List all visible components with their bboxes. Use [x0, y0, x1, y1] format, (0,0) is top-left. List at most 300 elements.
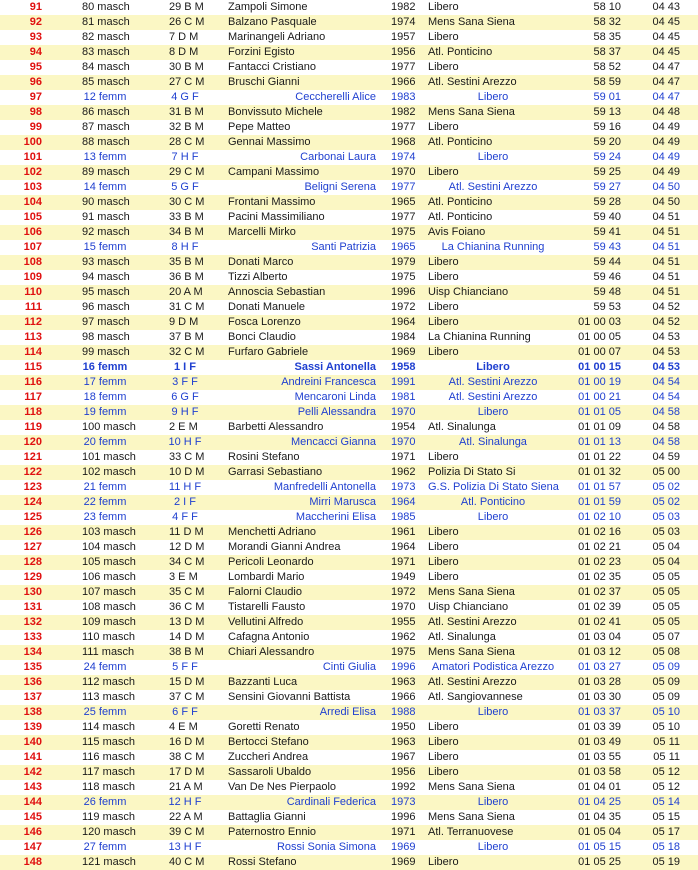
category-position-cell: 14 D M: [169, 631, 205, 643]
pace-cell: 05 05: [652, 601, 680, 613]
position-cell: 121: [23, 451, 42, 463]
pace-cell: 05 18: [652, 841, 680, 853]
table-row: [0, 750, 698, 765]
birth-year-cell: 1996: [391, 661, 416, 673]
club-cell: Libero: [428, 31, 459, 43]
pace-cell: 05 11: [653, 751, 680, 763]
finish-time-cell: 01 00 21: [578, 391, 621, 403]
position-cell: 148: [23, 856, 42, 868]
category-position-cell: 5 G F: [171, 181, 199, 193]
finish-time-cell: 59 13: [593, 106, 621, 118]
table-row: [0, 390, 698, 405]
club-cell: Atl. Terranuovese: [428, 826, 514, 838]
position-cell: 97: [29, 91, 42, 103]
table-row: [0, 210, 698, 225]
position-cell: 95: [29, 61, 42, 73]
pace-cell: 05 05: [652, 586, 680, 598]
position-cell: 128: [23, 556, 42, 568]
position-cell: 144: [23, 796, 42, 808]
position-cell: 139: [23, 721, 42, 733]
athlete-name-cell: Cinti Giulia: [322, 661, 376, 673]
position-cell: 140: [23, 736, 42, 748]
birth-year-cell: 1955: [391, 616, 416, 628]
category-count-cell: 98 masch: [82, 331, 130, 343]
athlete-name-cell: Frontani Massimo: [228, 196, 316, 208]
table-row: [0, 660, 698, 675]
birth-year-cell: 1996: [391, 811, 416, 823]
athlete-name-cell: Mencacci Gianna: [291, 436, 376, 448]
finish-time-cell: 01 02 35: [578, 571, 621, 583]
athlete-name-cell: Carbonai Laura: [300, 151, 376, 163]
pace-cell: 04 47: [652, 61, 680, 73]
category-count-cell: 81 masch: [82, 16, 130, 28]
table-row: [0, 105, 698, 120]
finish-time-cell: 01 05 04: [578, 826, 621, 838]
category-count-cell: 25 femm: [83, 706, 127, 718]
table-row: [0, 855, 698, 870]
birth-year-cell: 1977: [391, 61, 416, 73]
category-count-cell: 83 masch: [82, 46, 130, 58]
pace-cell: 05 07: [652, 631, 680, 643]
birth-year-cell: 1974: [391, 16, 416, 28]
birth-year-cell: 1954: [391, 421, 416, 433]
finish-time-cell: 01 03 04: [578, 631, 621, 643]
pace-cell: 04 51: [652, 286, 680, 298]
club-cell: Libero: [477, 511, 509, 523]
pace-cell: 04 50: [652, 181, 680, 193]
category-count-cell: 85 masch: [82, 76, 130, 88]
finish-time-cell: 01 02 10: [578, 511, 621, 523]
pace-cell: 05 03: [652, 511, 680, 523]
finish-time-cell: 59 40: [593, 211, 621, 223]
athlete-name-cell: Marcelli Mirko: [228, 226, 296, 238]
table-row: [0, 510, 698, 525]
finish-time-cell: 01 03 27: [578, 661, 621, 673]
club-cell: Atl. Ponticino: [428, 136, 493, 148]
category-position-cell: 36 B M: [169, 271, 204, 283]
pace-cell: 04 51: [652, 211, 680, 223]
athlete-name-cell: Sassaroli Ubaldo: [228, 766, 312, 778]
birth-year-cell: 1958: [391, 361, 416, 373]
category-position-cell: 36 C M: [169, 601, 205, 613]
finish-time-cell: 59 28: [593, 196, 621, 208]
category-count-cell: 12 femm: [83, 91, 127, 103]
position-cell: 127: [23, 541, 42, 553]
category-position-cell: 4 E M: [169, 721, 198, 733]
position-cell: 110: [24, 286, 42, 298]
club-cell: Atl. Sangiovannese: [428, 691, 523, 703]
birth-year-cell: 1972: [391, 586, 416, 598]
birth-year-cell: 1973: [391, 796, 416, 808]
pace-cell: 04 52: [652, 301, 680, 313]
table-row: [0, 195, 698, 210]
club-cell: Atl. Sinalunga: [428, 421, 496, 433]
category-position-cell: 10 H F: [168, 436, 202, 448]
pace-cell: 04 47: [652, 91, 680, 103]
pace-cell: 05 10: [652, 721, 680, 733]
category-position-cell: 7 H F: [171, 151, 199, 163]
category-count-cell: 119 masch: [82, 811, 135, 823]
category-position-cell: 7 D M: [169, 31, 199, 43]
club-cell: Libero: [428, 451, 459, 463]
finish-time-cell: 01 03 28: [578, 676, 621, 688]
category-count-cell: 15 femm: [83, 241, 127, 253]
athlete-name-cell: Annoscia Sebastian: [228, 286, 326, 298]
category-position-cell: 16 D M: [169, 736, 205, 748]
athlete-name-cell: Vellutini Alfredo: [228, 616, 304, 628]
category-position-cell: 40 C M: [169, 856, 205, 868]
category-count-cell: 24 femm: [83, 661, 127, 673]
birth-year-cell: 1971: [391, 556, 416, 568]
category-position-cell: 34 B M: [169, 226, 204, 238]
finish-time-cell: 01 00 07: [578, 346, 621, 358]
category-position-cell: 29 C M: [169, 166, 205, 178]
pace-cell: 05 02: [652, 481, 680, 493]
finish-time-cell: 01 00 15: [578, 361, 621, 373]
birth-year-cell: 1972: [391, 301, 416, 313]
category-count-cell: 110 masch: [82, 631, 135, 643]
finish-time-cell: 58 32: [593, 16, 621, 28]
finish-time-cell: 58 35: [593, 31, 621, 43]
athlete-name-cell: Andreini Francesca: [281, 376, 376, 388]
club-cell: Libero: [428, 121, 459, 133]
pace-cell: 04 50: [652, 196, 680, 208]
club-cell: Libero: [428, 571, 459, 583]
athlete-name-cell: Marinangeli Adriano: [228, 31, 326, 43]
birth-year-cell: 1982: [391, 1, 416, 13]
athlete-name-cell: Paternostro Ennio: [228, 826, 317, 838]
category-position-cell: 35 C M: [169, 586, 205, 598]
athlete-name-cell: Bertocci Stefano: [228, 736, 309, 748]
category-count-cell: 115 masch: [82, 736, 135, 748]
pace-cell: 05 03: [652, 526, 680, 538]
table-row: [0, 285, 698, 300]
category-position-cell: 39 C M: [169, 826, 205, 838]
finish-time-cell: 59 41: [593, 226, 621, 238]
club-cell: Libero: [428, 61, 459, 73]
athlete-name-cell: Falorni Claudio: [228, 586, 302, 598]
category-count-cell: 120 masch: [82, 826, 136, 838]
athlete-name-cell: Bonci Claudio: [228, 331, 296, 343]
category-count-cell: 16 femm: [82, 361, 128, 373]
finish-time-cell: 59 46: [593, 271, 621, 283]
category-position-cell: 13 H F: [168, 841, 202, 853]
pace-cell: 05 14: [652, 796, 680, 808]
position-cell: 113: [24, 331, 42, 343]
category-position-cell: 2 E M: [169, 421, 198, 433]
club-cell: Atl. Sestini Arezzo: [428, 616, 517, 628]
category-count-cell: 102 masch: [82, 466, 136, 478]
athlete-name-cell: Pericoli Leonardo: [228, 556, 314, 568]
category-position-cell: 8 H F: [171, 241, 199, 253]
pace-cell: 05 12: [652, 781, 680, 793]
birth-year-cell: 1970: [391, 406, 416, 418]
club-cell: Libero: [477, 841, 509, 853]
club-cell: Libero: [428, 301, 459, 313]
table-row: [0, 765, 698, 780]
pace-cell: 04 51: [652, 241, 680, 253]
birth-year-cell: 1966: [391, 691, 416, 703]
position-cell: 96: [29, 76, 42, 88]
table-row: [0, 585, 698, 600]
table-row: [0, 435, 698, 450]
club-cell: Mens Sana Siena: [428, 811, 515, 823]
birth-year-cell: 1975: [391, 226, 416, 238]
club-cell: Libero: [428, 1, 459, 13]
position-cell: 118: [24, 406, 42, 418]
finish-time-cell: 01 03 12: [578, 646, 621, 658]
position-cell: 91: [29, 1, 42, 13]
table-row: [0, 180, 698, 195]
table-row: [0, 165, 698, 180]
position-cell: 124: [23, 496, 42, 508]
category-count-cell: 111 masch: [82, 646, 135, 658]
finish-time-cell: 59 48: [593, 286, 621, 298]
pace-cell: 04 45: [652, 31, 680, 43]
athlete-name-cell: Garrasi Sebastiano: [228, 466, 323, 478]
birth-year-cell: 1985: [391, 511, 416, 523]
category-count-cell: 114 masch: [82, 721, 135, 733]
category-count-cell: 109 masch: [82, 616, 136, 628]
table-row: [0, 540, 698, 555]
athlete-name-cell: Bonvissuto Michele: [228, 106, 323, 118]
club-cell: Libero: [428, 166, 459, 178]
pace-cell: 04 51: [652, 256, 680, 268]
table-row: [0, 255, 698, 270]
table-row: [0, 735, 698, 750]
birth-year-cell: 1974: [391, 151, 416, 163]
athlete-name-cell: Tizzi Alberto: [228, 271, 288, 283]
finish-time-cell: 59 01: [593, 91, 621, 103]
pace-cell: 05 19: [652, 856, 680, 868]
finish-time-cell: 59 53: [593, 301, 621, 313]
table-row: [0, 270, 698, 285]
category-position-cell: 22 A M: [169, 811, 203, 823]
athlete-name-cell: Battaglia Gianni: [228, 811, 306, 823]
category-position-cell: 3 E M: [169, 571, 198, 583]
club-cell: Atl. Ponticino: [428, 46, 493, 58]
finish-time-cell: 01 02 21: [578, 541, 621, 553]
pace-cell: 04 49: [652, 136, 680, 148]
position-cell: 105: [23, 211, 42, 223]
birth-year-cell: 1963: [391, 736, 416, 748]
category-position-cell: 27 C M: [169, 76, 205, 88]
finish-time-cell: 59 16: [593, 121, 621, 133]
position-cell: 117: [24, 391, 42, 403]
pace-cell: 04 48: [652, 106, 680, 118]
pace-cell: 04 51: [652, 226, 680, 238]
pace-cell: 05 09: [652, 676, 680, 688]
pace-cell: 04 47: [652, 76, 680, 88]
category-position-cell: 37 C M: [169, 691, 205, 703]
finish-time-cell: 01 01 09: [578, 421, 621, 433]
athlete-name-cell: Menchetti Adriano: [228, 526, 317, 538]
finish-time-cell: 01 02 41: [578, 616, 621, 628]
category-count-cell: 99 masch: [82, 346, 130, 358]
table-row: [0, 840, 698, 855]
club-cell: Uisp Chianciano: [428, 286, 509, 298]
finish-time-cell: 01 02 39: [578, 601, 621, 613]
table-row: [0, 465, 698, 480]
position-cell: 108: [23, 256, 42, 268]
category-position-cell: 17 D M: [169, 766, 205, 778]
birth-year-cell: 1964: [391, 496, 416, 508]
birth-year-cell: 1971: [391, 826, 416, 838]
finish-time-cell: 59 20: [593, 136, 621, 148]
athlete-name-cell: Goretti Renato: [228, 721, 300, 733]
position-cell: 130: [23, 586, 42, 598]
finish-time-cell: 01 03 39: [578, 721, 621, 733]
birth-year-cell: 1975: [391, 646, 416, 658]
position-cell: 116: [24, 376, 42, 388]
finish-time-cell: 01 03 37: [578, 706, 621, 718]
birth-year-cell: 1950: [391, 721, 416, 733]
category-position-cell: 3 F F: [172, 376, 198, 388]
athlete-name-cell: Bruschi Gianni: [228, 76, 300, 88]
category-position-cell: 10 D M: [169, 466, 205, 478]
club-cell: Atl. Sestini Arezzo: [428, 676, 517, 688]
position-cell: 132: [23, 616, 42, 628]
club-cell: Polizia Di Stato Si: [428, 466, 516, 478]
table-row: [0, 555, 698, 570]
athlete-name-cell: Sassi Antonella: [294, 361, 376, 373]
pace-cell: 04 52: [652, 316, 680, 328]
finish-time-cell: 01 03 58: [578, 766, 621, 778]
birth-year-cell: 1970: [391, 601, 416, 613]
category-position-cell: 5 F F: [172, 661, 198, 673]
finish-time-cell: 01 01 57: [578, 481, 621, 493]
position-cell: 136: [23, 676, 42, 688]
finish-time-cell: 01 02 16: [578, 526, 621, 538]
table-row: [0, 450, 698, 465]
position-cell: 109: [23, 271, 42, 283]
pace-cell: 04 49: [652, 121, 680, 133]
club-cell: Avis Foiano: [428, 226, 486, 238]
table-row: [0, 525, 698, 540]
pace-cell: 05 12: [652, 766, 680, 778]
athlete-name-cell: Cardinali Federica: [286, 796, 376, 808]
finish-time-cell: 01 01 13: [578, 436, 621, 448]
category-position-cell: 30 C M: [169, 196, 205, 208]
club-cell: Atl. Sestini Arezzo: [448, 376, 538, 388]
pace-cell: 04 54: [652, 376, 680, 388]
table-row: [0, 60, 698, 75]
finish-time-cell: 59 43: [593, 241, 621, 253]
category-position-cell: 38 B M: [169, 646, 204, 658]
club-cell: Libero: [428, 556, 459, 568]
club-cell: Libero: [477, 796, 509, 808]
club-cell: Libero: [428, 256, 459, 268]
category-count-cell: 121 masch: [82, 856, 136, 868]
table-row: [0, 615, 698, 630]
category-position-cell: 15 D M: [169, 676, 205, 688]
finish-time-cell: 01 05 25: [578, 856, 621, 868]
category-position-cell: 26 C M: [169, 16, 205, 28]
athlete-name-cell: Rossi Sonia Simona: [276, 841, 376, 853]
position-cell: 93: [29, 31, 42, 43]
pace-cell: 05 09: [652, 661, 680, 673]
athlete-name-cell: Fantacci Cristiano: [228, 61, 317, 73]
position-cell: 94: [29, 46, 42, 58]
category-position-cell: 8 D M: [169, 46, 199, 58]
athlete-name-cell: Pelli Alessandra: [297, 406, 376, 418]
table-row: [0, 120, 698, 135]
birth-year-cell: 1982: [391, 106, 416, 118]
birth-year-cell: 1956: [391, 46, 416, 58]
athlete-name-cell: Mirri Marusca: [309, 496, 376, 508]
pace-cell: 04 54: [652, 391, 680, 403]
category-count-cell: 117 masch: [82, 766, 135, 778]
club-cell: Libero: [428, 856, 459, 868]
category-count-cell: 112 masch: [82, 676, 135, 688]
birth-year-cell: 1977: [391, 211, 416, 223]
category-count-cell: 23 femm: [83, 511, 127, 523]
athlete-name-cell: Donati Manuele: [228, 301, 306, 313]
club-cell: Libero: [477, 406, 509, 418]
birth-year-cell: 1988: [391, 706, 416, 718]
table-row: [0, 330, 698, 345]
birth-year-cell: 1969: [391, 841, 416, 853]
club-cell: Amatori Podistica Arezzo: [431, 661, 555, 673]
position-cell: 134: [23, 646, 42, 658]
club-cell: Atl. Ponticino: [428, 211, 493, 223]
category-position-cell: 38 C M: [169, 751, 205, 763]
pace-cell: 05 11: [653, 736, 680, 748]
birth-year-cell: 1969: [391, 346, 416, 358]
category-count-cell: 100 masch: [82, 421, 136, 433]
club-cell: Libero: [428, 751, 459, 763]
table-row: [0, 705, 698, 720]
club-cell: La Chianina Running: [428, 331, 531, 343]
athlete-name-cell: Forzini Egisto: [228, 46, 295, 58]
table-row: [0, 300, 698, 315]
pace-cell: 04 53: [652, 346, 680, 358]
position-cell: 137: [23, 691, 42, 703]
category-count-cell: 14 femm: [83, 181, 127, 193]
birth-year-cell: 1992: [391, 781, 416, 793]
pace-cell: 04 58: [652, 421, 680, 433]
finish-time-cell: 01 04 01: [578, 781, 621, 793]
birth-year-cell: 1967: [391, 751, 416, 763]
birth-year-cell: 1975: [391, 271, 416, 283]
position-cell: 107: [23, 241, 42, 253]
athlete-name-cell: Pacini Massimiliano: [228, 211, 325, 223]
table-row: [0, 675, 698, 690]
category-count-cell: 113 masch: [82, 691, 135, 703]
table-row: [0, 690, 698, 705]
finish-time-cell: 01 01 59: [578, 496, 621, 508]
position-cell: 104: [23, 196, 42, 208]
category-count-cell: 107 masch: [82, 586, 136, 598]
pace-cell: 05 02: [652, 496, 680, 508]
category-position-cell: 13 D M: [169, 616, 205, 628]
table-row: [0, 720, 698, 735]
athlete-name-cell: Morandi Gianni Andrea: [228, 541, 341, 553]
club-cell: Libero: [428, 736, 459, 748]
table-row: [0, 75, 698, 90]
category-position-cell: 6 G F: [171, 391, 199, 403]
table-row: [0, 225, 698, 240]
club-cell: La Chianina Running: [441, 241, 545, 253]
position-cell: 114: [24, 346, 42, 358]
category-position-cell: 35 B M: [169, 256, 204, 268]
club-cell: Libero: [428, 526, 459, 538]
pace-cell: 05 04: [652, 541, 680, 553]
table-row: [0, 600, 698, 615]
table-row: [0, 630, 698, 645]
birth-year-cell: 1977: [391, 181, 416, 193]
position-cell: 141: [23, 751, 42, 763]
